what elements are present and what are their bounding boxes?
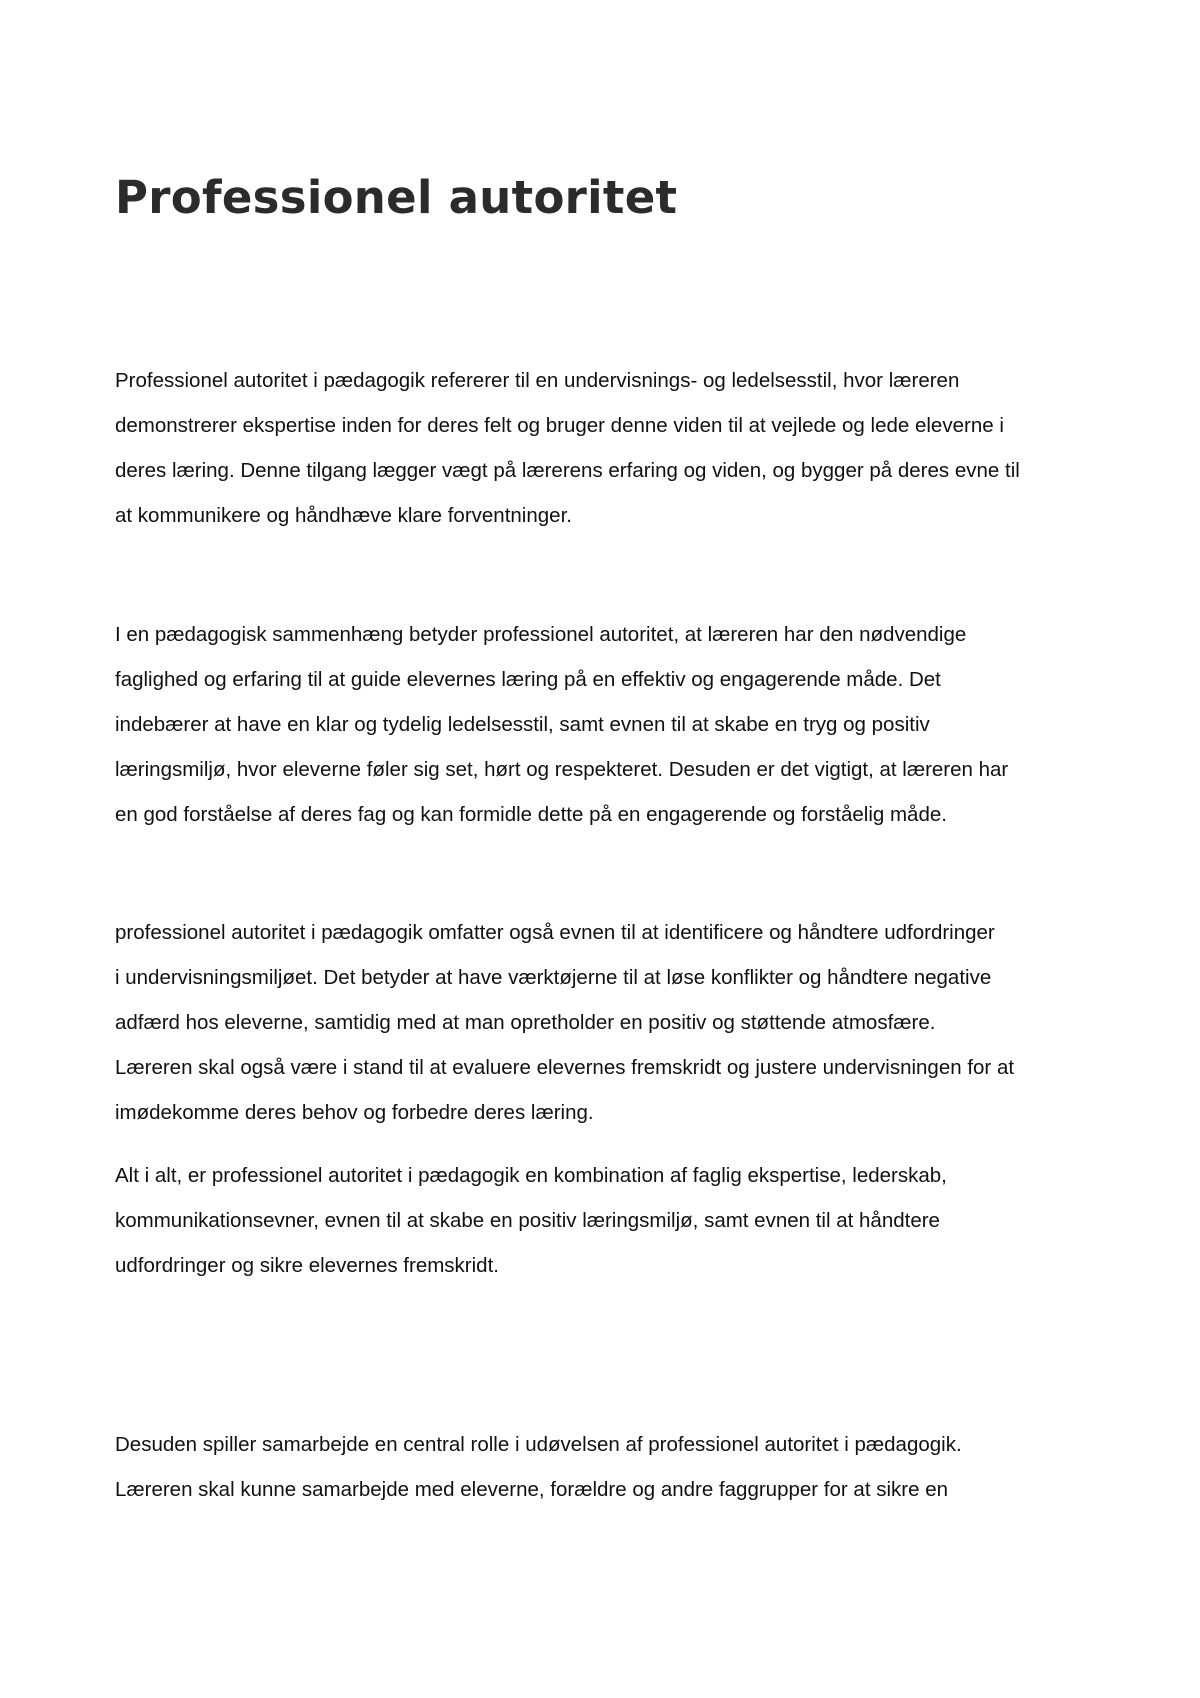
paragraph-line: professionel autoritet i pædagogik omfatter også evnen til at identificere og håndtere udfordringer	[115, 921, 995, 944]
paragraph-line: en god forståelse af deres fag og kan formidle dette på en engagerende og forståelig måde.	[115, 803, 947, 826]
paragraph-line: Alt i alt, er professionel autoritet i pædagogik en kombination af faglig ekspertise, lederskab,	[115, 1164, 947, 1187]
paragraph-line: Professionel autoritet i pædagogik refererer til en undervisnings- og ledelsesstil, hvor læreren	[115, 369, 960, 392]
paragraph-line: udfordringer og sikre elevernes fremskridt.	[115, 1254, 499, 1277]
paragraph-1	[115, 358, 1095, 538]
paragraph-line: i undervisningsmiljøet. Det betyder at have værktøjerne til at løse konflikter og håndtere negative	[115, 966, 992, 989]
paragraph-line: indebærer at have en klar og tydelig ledelsesstil, samt evnen til at skabe en tryg og positiv	[115, 713, 930, 736]
paragraph-line: Læreren skal også være i stand til at evaluere elevernes fremskridt og justere undervisningen for at	[115, 1056, 1015, 1079]
paragraph-line: I en pædagogisk sammenhæng betyder professionel autoritet, at læreren har den nødvendige	[115, 623, 967, 646]
paragraph-line: Læreren skal kunne samarbejde med eleverne, forældre og andre faggrupper for at sikre en	[115, 1478, 948, 1501]
paragraph-4	[115, 1153, 1095, 1288]
paragraph-2	[115, 612, 1095, 837]
paragraph-line: imødekomme deres behov og forbedre deres læring.	[115, 1101, 594, 1124]
paragraph-line: Desuden spiller samarbejde en central rolle i udøvelsen af professionel autoritet i pædagogik.	[115, 1433, 962, 1456]
paragraph-line: deres læring. Denne tilgang lægger vægt på lærerens erfaring og viden, og bygger på deres evne til	[115, 459, 1020, 482]
paragraph-line: faglighed og erfaring til at guide elevernes læring på en effektiv og engagerende måde. Det	[115, 668, 941, 691]
paragraph-line: læringsmiljø, hvor eleverne føler sig set, hørt og respekteret. Desuden er det vigtigt, at læreren har	[115, 758, 1009, 781]
paragraph-line: adfærd hos eleverne, samtidig med at man opretholder en positiv og støttende atmosfære.	[115, 1011, 936, 1034]
paragraph-line: demonstrerer ekspertise inden for deres felt og bruger denne viden til at vejlede og lede eleverne i	[115, 414, 1004, 437]
document-title: Professionel autoritet	[115, 171, 678, 224]
paragraph-line: at kommunikere og håndhæve klare forventninger.	[115, 504, 572, 527]
paragraph-3	[115, 910, 1095, 1135]
paragraph-5	[115, 1422, 1095, 1512]
paragraph-line: kommunikationsevner, evnen til at skabe en positiv læringsmiljø, samt evnen til at håndtere	[115, 1209, 940, 1232]
